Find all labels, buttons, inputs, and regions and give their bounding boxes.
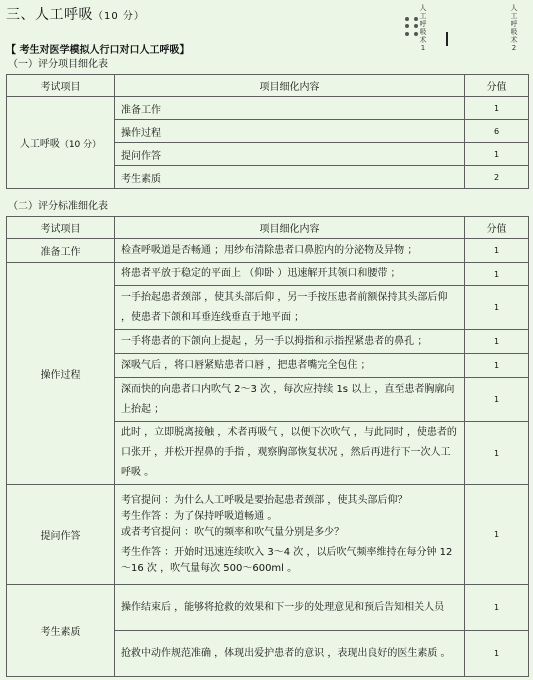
page-title — [6, 4, 145, 24]
table-header-row — [7, 75, 529, 97]
score-cell: 6 — [465, 120, 529, 143]
scoring-items-table — [6, 74, 529, 189]
category-cell: 提问作答 — [7, 485, 115, 585]
score-cell: 1 — [465, 354, 529, 378]
content-cell: 操作过程 — [115, 120, 465, 143]
table-row — [7, 97, 529, 120]
category-cell: 考生素质 — [7, 585, 115, 677]
content-cell: 提问作答 — [115, 143, 465, 166]
qa-line: 考生作答 ：为了保持呼吸道畅通 。 — [121, 510, 278, 522]
qa-line: 考官提问 ：为什么人工呼吸是要抬起患者颈部 ，使其头部后仰？ — [121, 494, 408, 506]
page-title-text: 三、人工呼吸 — [6, 7, 93, 23]
category-cell: 准备工作 — [7, 239, 115, 263]
table-row — [7, 585, 529, 631]
content-cell: 将患者平放于稳定的平面上 （仰卧 ）迅速解开其领口和腰带 ； — [115, 263, 465, 286]
table-row — [7, 239, 529, 263]
table1-heading: （一）评分项目细化表 — [8, 59, 108, 70]
qa-line: 或者考官提问 ：吹气的频率和吹气量分别是多少？ — [121, 526, 345, 538]
score-cell: 1 — [465, 330, 529, 354]
table2-heading: （二）评分标准细化表 — [8, 201, 108, 212]
category-score: （10 分） — [59, 140, 102, 150]
content-cell: 抢救中动作规范准确 ，体现出爱护患者的意识 ，表现出良好的医生素质 。 — [115, 631, 465, 677]
category-cell — [7, 97, 115, 189]
section-heading: 【 考生对医学模拟人行口对口人工呼吸】 — [6, 45, 190, 56]
page-title-score: （10 分） — [93, 11, 145, 22]
side-label-1[interactable]: 人工呼吸术1 — [419, 4, 427, 52]
qa-line: 考生作答 ：开始时迅速连续吹入 3～4 次 ，以后吹气频率维持在每分钟 12～16 次 ，吹气量每次 500～600ml 。 — [121, 546, 453, 574]
score-cell: 1 — [465, 585, 529, 631]
column-header-score: 分值 — [465, 217, 529, 239]
content-cell: 一手将患者的下颌向上提起 ，另一手以拇指和示指捏紧患者的鼻孔 ； — [115, 330, 465, 354]
content-cell: 深吸气后 ，将口唇紧贴患者口唇 ，把患者嘴完全包住 ； — [115, 354, 465, 378]
table-header-row — [7, 217, 529, 239]
column-header-content: 项目细化内容 — [115, 75, 465, 97]
score-cell: 2 — [465, 166, 529, 189]
content-cell: 准备工作 — [115, 97, 465, 120]
score-cell: 1 — [465, 143, 529, 166]
column-header-item: 考试项目 — [7, 217, 115, 239]
table-row — [7, 263, 529, 286]
content-cell: 考生素质 — [115, 166, 465, 189]
qa-cell — [115, 485, 465, 585]
score-cell: 1 — [465, 631, 529, 677]
score-cell: 1 — [465, 263, 529, 286]
category-name: 人工呼吸 — [19, 139, 60, 150]
table-row — [7, 485, 529, 585]
score-cell: 1 — [465, 239, 529, 263]
score-cell: 1 — [465, 422, 529, 485]
side-label-2[interactable]: 人工呼吸术2 — [510, 4, 518, 52]
column-header-item: 考试项目 — [7, 75, 115, 97]
content-cell: 检查呼吸道是否畅通 ；用纱布清除患者口鼻腔内的分泌物及异物 ； — [115, 239, 465, 263]
category-cell: 操作过程 — [7, 263, 115, 485]
content-cell: 深而快的向患者口内吹气 2～3 次 ，每次应持续 1s 以上 ，直至患者胸廓向上抬起 ； — [115, 378, 465, 422]
column-header-content: 项目细化内容 — [115, 217, 465, 239]
text-cursor-icon — [446, 32, 448, 46]
score-cell: 1 — [465, 485, 529, 585]
column-header-score: 分值 — [465, 75, 529, 97]
score-cell: 1 — [465, 378, 529, 422]
score-cell: 1 — [465, 286, 529, 330]
content-cell: 操作结束后 ，能够将抢救的效果和下一步的处理意见和预后告知相关人员 — [115, 585, 465, 631]
scoring-standards-table — [6, 216, 529, 677]
content-cell: 一手抬起患者颈部 ，使其头部后仰 ，另一手按压患者前额保持其头部后仰 ，使患者下颌和耳垂连线垂直于地平面 ； — [115, 286, 465, 330]
score-cell: 1 — [465, 97, 529, 120]
content-cell: 此时 ，立即脱离接触 ，术者再吸气 ，以便下次吹气 ，与此同时 ，使患者的口张开 ，并松开捏鼻的手指 ，观察胸部恢复状况 ，然后再进行下一次人工呼吸 。 — [115, 422, 465, 485]
